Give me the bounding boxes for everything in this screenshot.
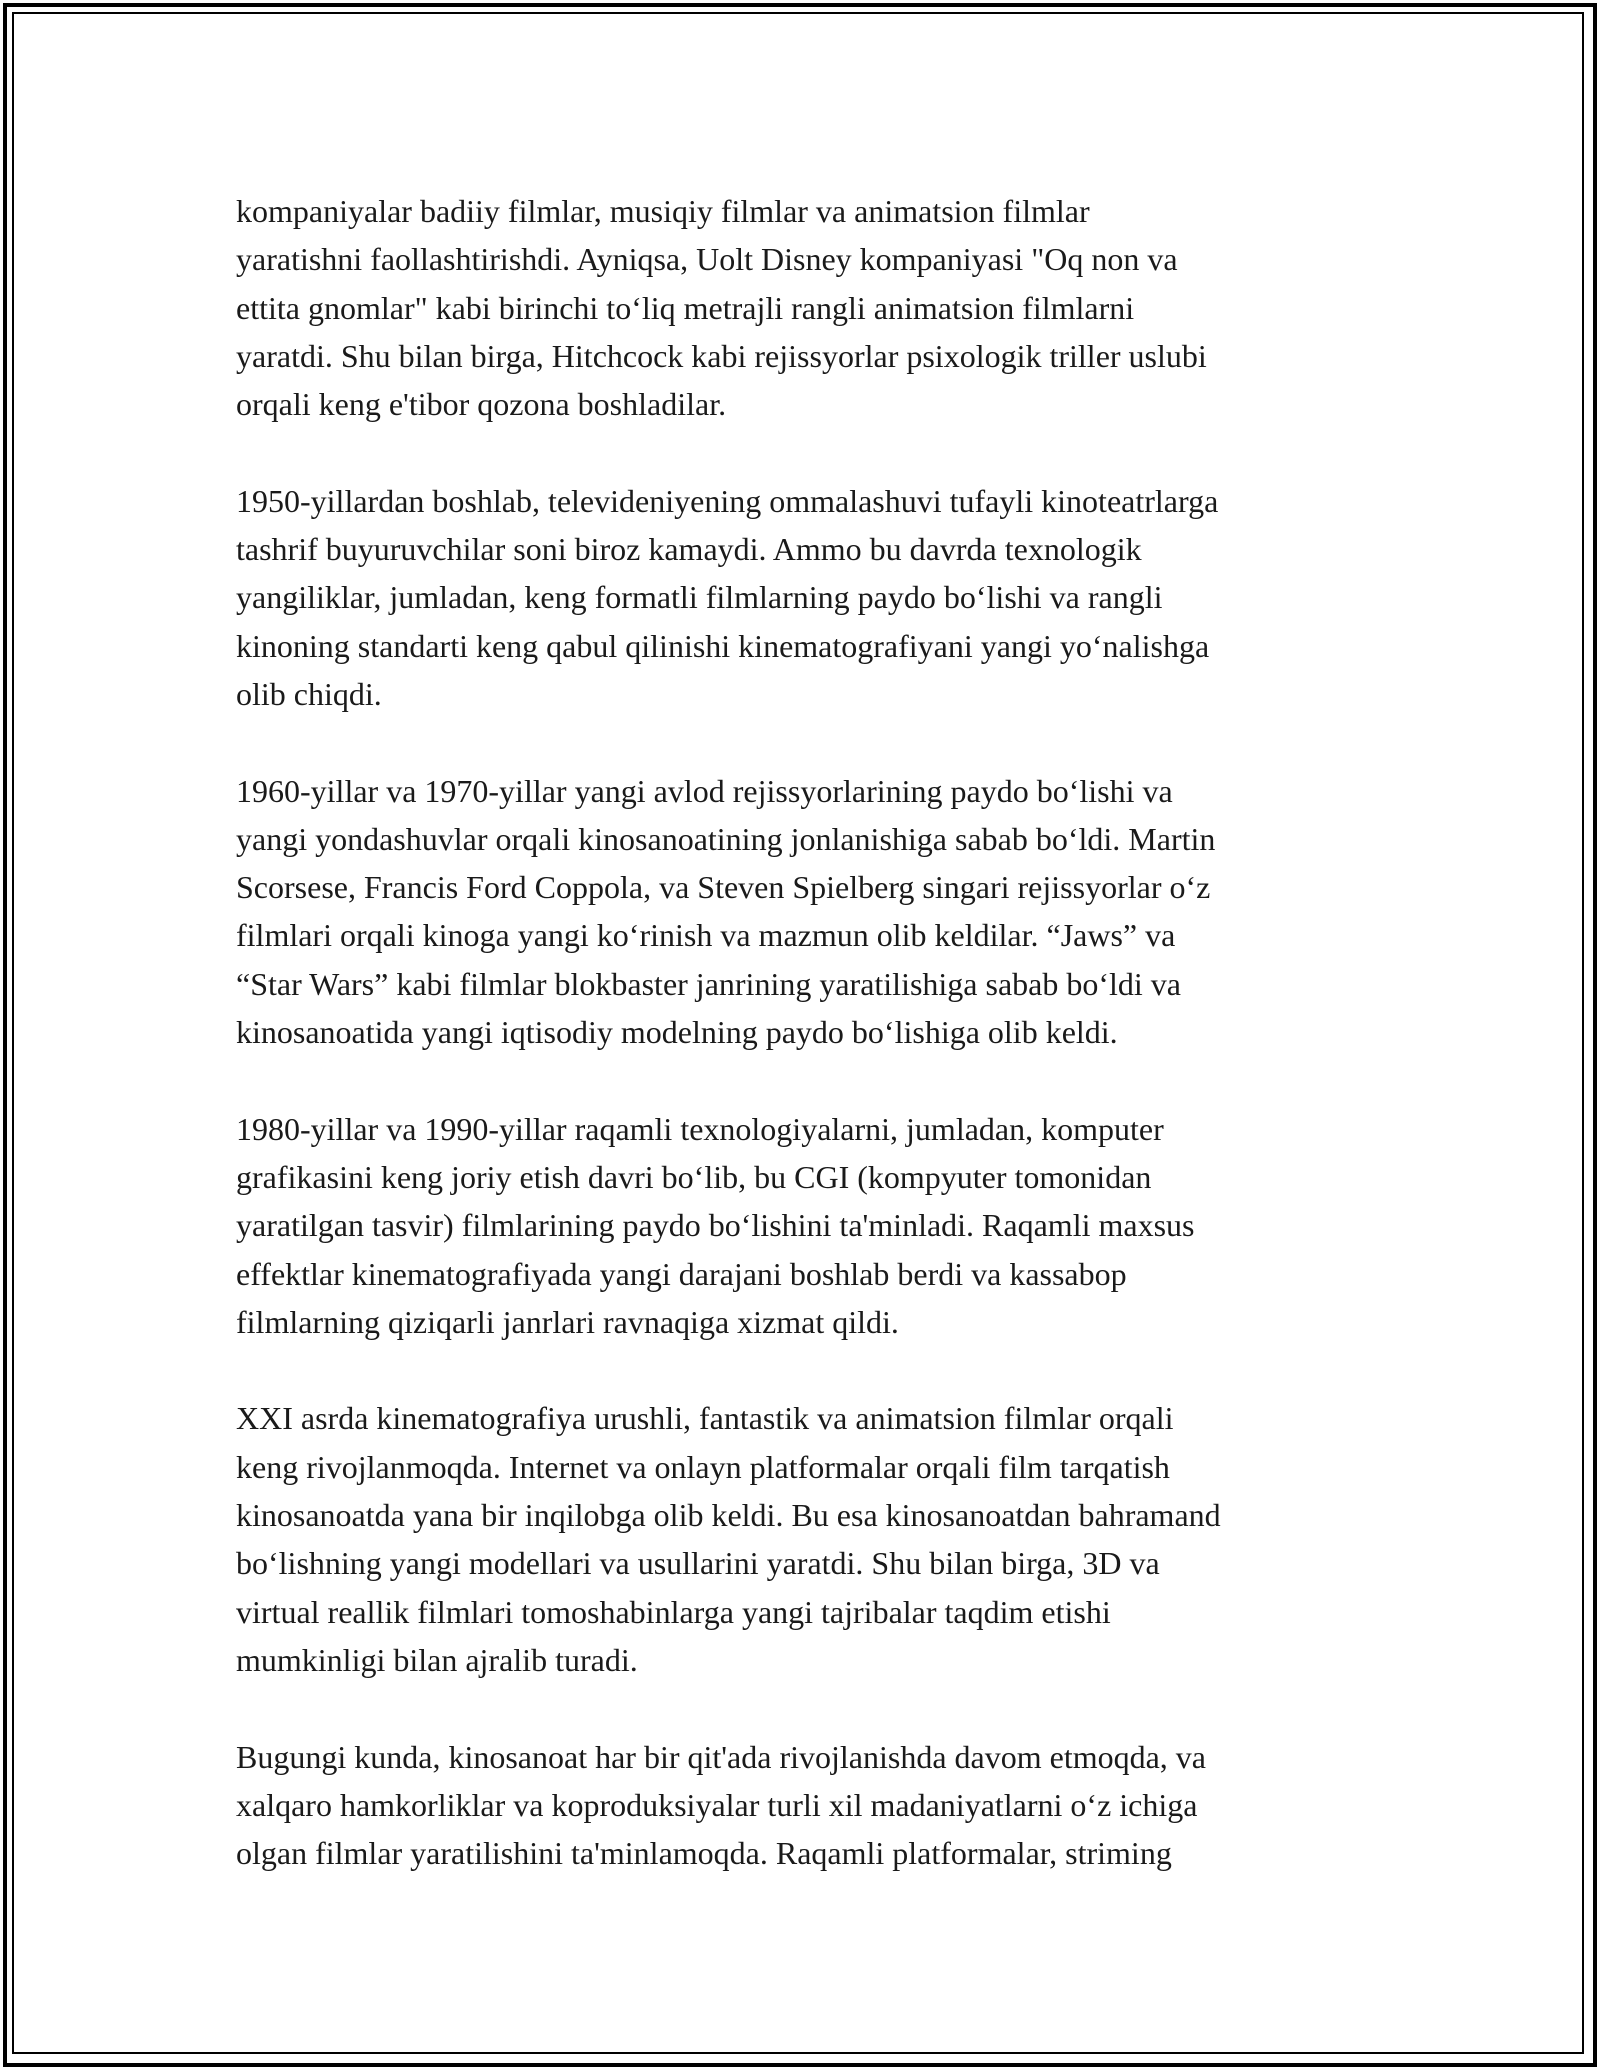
paragraph-3 [236, 767, 1376, 1057]
text-line: “Star Wars” kabi filmlar blokbaster janrining yaratilishiga sabab bo‘ldi va [236, 965, 1181, 1002]
text-line: kinosanoatida yangi iqtisodiy modelning paydo bo‘lishiga olib keldi. [236, 1014, 1118, 1051]
text-line: 1950-yillardan boshlab, televideniyening ommalashuvi tufayli kinoteatrlarga [236, 482, 1219, 519]
text-line: yangi yondashuvlar orqali kinosanoatining jonlanishiga sabab bo‘ldi. Martin [236, 820, 1216, 857]
text-line: Bugungi kunda, kinosanoat har bir qit'ada rivojlanishda davom etmoqda, va [236, 1738, 1206, 1775]
text-line: XXI asrda kinematografiya urushli, fantastik va animatsion filmlar orqali [236, 1400, 1174, 1437]
text-line: Scorsese, Francis Ford Coppola, va Steven Spielberg singari rejissyorlar o‘z [236, 869, 1211, 906]
text-line: yaratilgan tasvir) filmlarining paydo bo‘lishini ta'minladi. Raqamli maxsus [236, 1207, 1195, 1244]
text-line: grafikasini keng joriy etish davri bo‘lib, bu CGI (kompyuter tomonidan [236, 1158, 1152, 1195]
text-line: mumkinligi bilan ajralib turadi. [236, 1641, 638, 1678]
text-line: kinosanoatda yana bir inqilobga olib keldi. Bu esa kinosanoatdan bahramand [236, 1497, 1221, 1534]
text-line: kompaniyalar badiiy filmlar, musiqiy filmlar va animatsion filmlar [236, 193, 1090, 229]
document-body [236, 187, 1376, 1926]
text-line: filmlari orqali kinoga yangi ko‘rinish va mazmun olib keldilar. “Jaws” va [236, 917, 1176, 954]
text-line: virtual reallik filmlari tomoshabinlarga yangi tajribalar taqdim etishi [236, 1593, 1111, 1630]
text-line: olgan filmlar yaratilishini ta'minlamoqda. Raqamli platformalar, striming [236, 1835, 1172, 1872]
text-line: yangiliklar, jumladan, keng formatli filmlarning paydo bo‘lishi va rangli [236, 579, 1163, 616]
text-line: filmlarning qiziqarli janrlari ravnaqiga xizmat qildi. [236, 1303, 899, 1340]
paragraph-6 [236, 1733, 1376, 1878]
text-line: effektlar kinematografiyada yangi darajani boshlab berdi va kassabop [236, 1255, 1127, 1292]
text-line: 1980-yillar va 1990-yillar raqamli texnologiyalarni, jumladan, komputer [236, 1110, 1164, 1147]
text-line: yaratdi. Shu bilan birga, Hitchcock kabi rejissyorlar psixologik triller uslubi [236, 337, 1207, 374]
text-line: bo‘lishning yangi modellari va usullarini yaratdi. Shu bilan birga, 3D va [236, 1545, 1160, 1582]
text-line: tashrif buyuruvchilar soni biroz kamaydi. Ammo bu davrda texnologik [236, 531, 1142, 568]
text-line: yaratishni faollashtirishdi. Ayniqsa, Uolt Disney kompaniyasi "Oq non va [236, 241, 1178, 278]
text-line: orqali keng e'tibor qozona boshladilar. [236, 386, 727, 423]
text-line: ettita gnomlar" kabi birinchi to‘liq metrajli rangli animatsion filmlarni [236, 289, 1135, 326]
text-line: xalqaro hamkorliklar va koproduksiyalar turli xil madaniyatlarni o‘z ichiga [236, 1786, 1198, 1823]
text-line: keng rivojlanmoqda. Internet va onlayn platformalar orqali film tarqatish [236, 1448, 1170, 1485]
text-line: olib chiqdi. [236, 675, 382, 712]
paragraph-4 [236, 1105, 1376, 1346]
paragraph-5 [236, 1394, 1376, 1684]
paragraph-2 [236, 477, 1376, 718]
text-line: 1960-yillar va 1970-yillar yangi avlod rejissyorlarining paydo bo‘lishi va [236, 772, 1173, 809]
text-line: kinoning standarti keng qabul qilinishi kinematografiyani yangi yo‘nalishga [236, 627, 1210, 664]
paragraph-1 [236, 187, 1376, 428]
